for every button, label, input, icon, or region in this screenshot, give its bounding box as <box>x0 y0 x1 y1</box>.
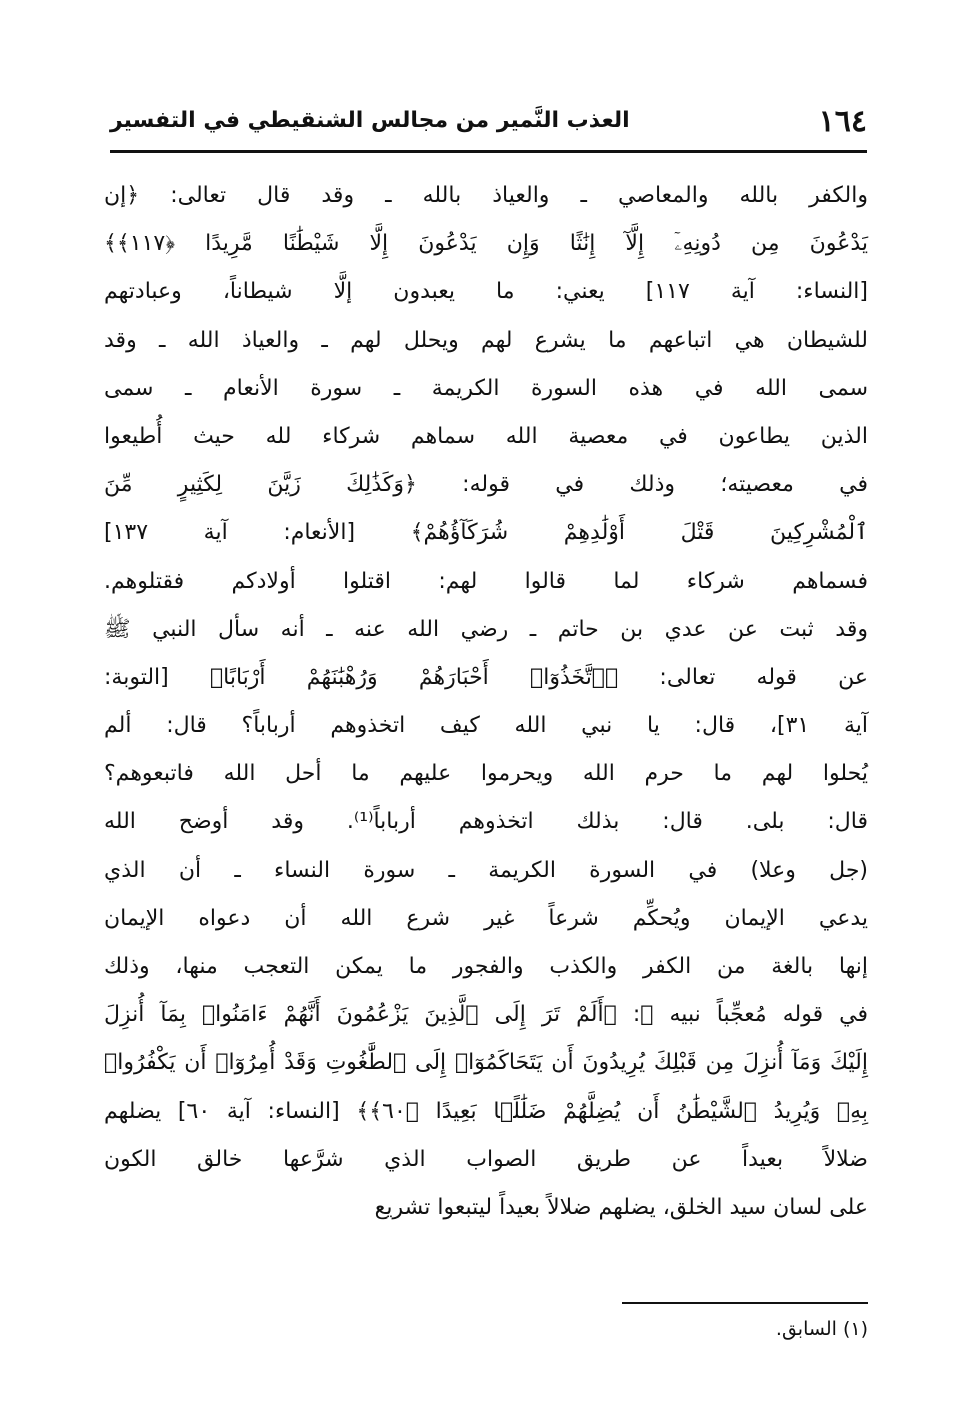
text-line: يدعي الإيمان ويُحكِّم شرعاً غير شرع الله أن دعواه الإيمان <box>104 905 868 931</box>
text-line: آية ٣١]، قال: يا نبي الله كيف اتخذوهم أرباباً؟ قال: ألم <box>104 713 868 739</box>
text-line: في معصيته؛ وذلك في قوله: ﴿وَكَذَٰلِكَ زَيَّنَ لِكَثِيرٍ مِّنَ <box>104 472 868 498</box>
text-line: والكفر بالله والمعاصي ـ والعياذ بالله ـ وقد قال تعالى: ﴿إن <box>104 183 868 208</box>
text-line: ٱلْمُشْرِكِينَ قَتْلَ أَوْلَٰدِهِمْ شُرَكَآؤُهُمْ﴾ [الأنعام: آية ١٣٧] <box>104 520 868 546</box>
text-line: إِلَيْكَ وَمَآ أُنزِلَ مِن قَبْلِكَ يُرِيدُونَ أَن يَتَحَاكَمُوٓا۟ إِلَى ٱلطَّٰغُوتِ وَقَدْ أُمِرُوٓا۟ أَن يَكْفُرُوا۟ <box>104 1050 868 1076</box>
text-line: فسماهم شركاء لما قالوا لهم: اقتلوا أولادكم فقتلوهم. <box>104 568 868 594</box>
text-line: الذين يطاعون في معصية الله سماهم شركاء لله حيث أُطيعوا <box>104 423 868 449</box>
text-line: سمى الله في هذه السورة الكريمة ـ سورة الأنعام ـ سمى <box>104 375 868 401</box>
text-line: ضلالاً بعيداً عن طريق الصواب الذي شرَّعها خالق الكون <box>104 1146 868 1172</box>
text-line: وقد ثبت عن عدي بن حاتم ـ رضي الله عنه ـ أنه سأل النبي ﷺ <box>104 616 868 642</box>
text-line: يَدْعُونَ مِن دُونِهِۦٓ إِلَّآ إِنَٰثًا وَإِن يَدْعُونَ إِلَّا شَيْطَٰنًا مَّرِيدًا ﴿١١٧﴾﴾ <box>104 231 868 257</box>
header-divider <box>110 150 867 153</box>
footnote-divider <box>622 1302 868 1304</box>
text-line: قال: بلى. قال: بذلك اتخذوهم أرباباً⁽¹⁾. وقد أوضح الله <box>104 809 869 835</box>
running-title: العذب النَّمير من مجالس الشنقيطي في التفسير <box>110 108 630 133</box>
footnote: (١) السابق. <box>775 1318 868 1340</box>
page-number: ١٦٤ <box>818 104 867 139</box>
text-line: للشيطان هي اتباعهم ما يشرع لهم ويحلل لهم ـ والعياذ الله ـ وقد <box>104 327 868 353</box>
text-line: يُحلوا لهم ما حرم الله ويحرموا عليهم ما أحل الله فاتبعوهم؟ <box>104 761 868 787</box>
text-line: بِهِۦ وَيُرِيدُ ٱلشَّيْطَٰنُ أَن يُضِلَّهُمْ ضَلَٰلًۢا بَعِيدًا ﴿٦٠﴾﴾ [النساء: آية ٦٠] يضلهم <box>104 1098 869 1124</box>
body-text <box>104 172 868 1232</box>
text-line: إنها بالغة من الكفر والكذب والفجور ما يمكن التعجب منها، وذلك <box>104 954 868 979</box>
text-line: [النساء: آية ١١٧] يعني: ما يعبدون إلَّا شيطاناً، وعبادتهم <box>104 279 869 305</box>
text-line: في قوله مُعجِّباً نبيه ﷺ: ﴿أَلَمْ تَرَ إِلَى ٱلَّذِينَ يَزْعُمُونَ أَنَّهُمْ ءَامَنُوا۟ بِمَآ أُنزِلَ <box>104 1002 868 1028</box>
text-line: (جل وعلا) في السورة الكريمة ـ سورة النساء ـ أن الذي <box>104 857 868 883</box>
page-header <box>110 104 867 150</box>
text-line: على لسان سيد الخلق، يضلهم ضلالاً بعيداً ليتبعوا تشريع <box>374 1194 868 1220</box>
text-line: عن قوله تعالى: ﴿ٱتَّخَذُوٓا۟ أَحْبَارَهُمْ وَرُهْبَٰنَهُمْ أَرْبَابًا﴾ [التوبة: <box>104 664 868 690</box>
